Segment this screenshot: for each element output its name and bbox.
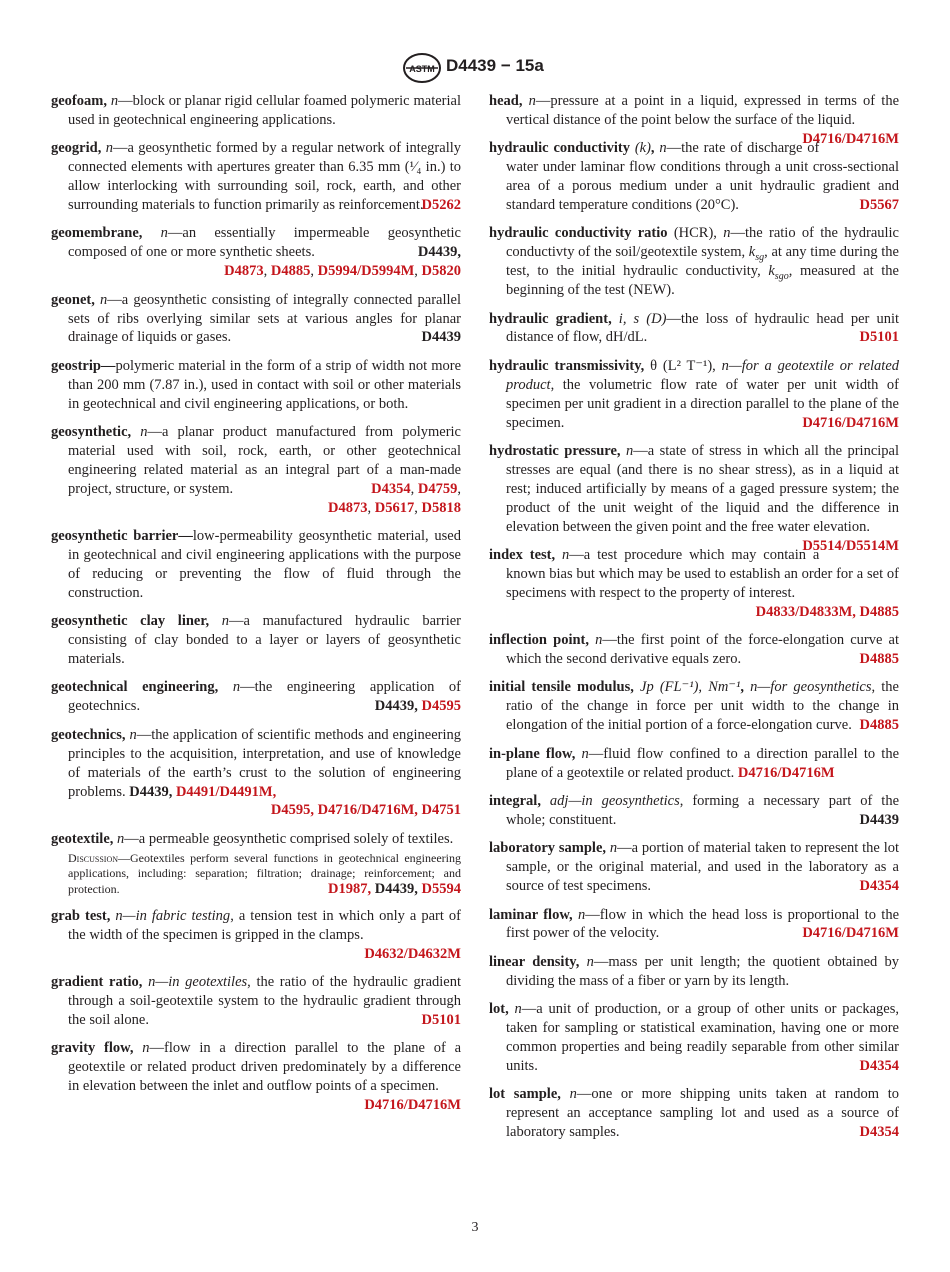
ref-link[interactable]: D4885 [270,263,311,280]
entry-geofoam: geofoam, n—block or planar rigid cellular foamed polymeric material used in geotechnical engineering applications. [51,93,461,128]
left-column [51,92,461,1115]
right-column [489,92,899,1152]
ref-link[interactable]: D5101 [859,329,899,346]
entry-gcl: geosynthetic clay liner, n—a manufactured hydraulic barrier consisting of clay bonded to a layer or layers of geosynthetic materials. [51,613,461,668]
ref-link[interactable]: D4873 [224,263,264,280]
entry-geosynthetic: geosynthetic, n—a planar product manufactured from polymeric material used with soil, rock, earth, or other geotechnical engineering related material as an integral part of a man-made project, structure, or system. D4354, D4759, D4873, D5617, D5818 [51,424,461,516]
entry-grab-test: grab test, n—in fabric testing, a tension test in which only a part of the width of the specimen is gripped in the clamps. D4632/D4632M [51,907,461,962]
entry-geomembrane: geomembrane, n—an essentially impermeable geosynthetic composed of one or more synthetic sheets. D4439, D4873, D4885, D5994/D5994M, D5820 [51,225,461,280]
ref-link[interactable]: D4759 [417,480,458,497]
ref-link[interactable]: D5514/D5514M [802,537,899,554]
page-number: 3 [471,1220,479,1235]
entry-hydrostatic-pressure: hydrostatic pressure, n—a state of stress in which all the principal stresses are equal (and there is no shear stress), as in a liquid at rest; induced artificially by means of a gaged pressure system; the product of the unit weight of the liquid and the difference in elevation between the given point and the free water elevation. D5514/D5514M [489,443,900,554]
ref-link[interactable]: D4354 [371,480,411,497]
ref-link[interactable]: D4354 [859,1124,899,1141]
ref-link[interactable]: D5567 [859,197,899,214]
entry-inflection-point: inflection point, n—the first point of the force-elongation curve at which the second derivative equals zero. D4885 [489,632,900,668]
entry-lot-sample: lot sample, n—one or more shipping units taken at random to represent an acceptance sampling lot and used as a source of laboratory samples. D4354 [489,1086,900,1141]
ref-link[interactable]: D4716/D4716M [802,130,899,147]
ref-link[interactable]: D4716/D4716M [802,414,899,431]
entry-lot: lot, n—a unit of production, or a group of other units or packages, taken for sampling or statistical examination, having one or more common properties and being readily separable from other similar units. D4354 [489,1001,899,1074]
ref-link[interactable]: D4885 [859,603,899,620]
ref-link[interactable]: D4885 [859,651,899,668]
entry-hydraulic-conductivity: hydraulic conductivity (k), n—the rate of discharge of water under laminar flow conditions through a unit cross-sectional area of a porous medium under a unit hydraulic gradient and standard temperature conditions (20°C). D5567 [489,140,899,214]
entry-integral: integral, adj—in geosynthetics, forming a necessary part of the whole; constituent. D4439 [489,793,899,828]
entry-laboratory-sample: laboratory sample, n—a portion of material taken to represent the lot sample, or the original material, and used in the laboratory as a source of test specimens. D4354 [489,840,900,895]
ref-link[interactable]: D5820 [421,263,461,280]
ref-link[interactable]: D4595 [421,698,461,715]
entry-hcr: hydraulic conductivity ratio (HCR), n—the ratio of the hydraulic conductivty of the soil/geotextile system, $k_{sg}$, at any time during the test, to the initial hydraulic conductivity, $k_{sgo}$, measured at the beginning of the test (NEW). [489,225,899,299]
ref-link[interactable]: D4751 [421,802,461,819]
entry-in-plane-flow: in-plane flow, n—fluid flow confined to a direction parallel to the plane of a geotextile or related product. D4716/D4716M [489,745,899,781]
ref-link[interactable]: D4595, [270,802,314,819]
entry-index-test: index test, n—a test procedure which may contain a known bias but which may be used to establish an order for a set of specimens with respect to the property of interest. D4833/D4833M, D4885 [489,547,899,620]
page-header [0,52,950,84]
ref-link[interactable]: D4632/D4632M [364,945,461,962]
entry-geonet: geonet, n—a geosynthetic consisting of integrally connected parallel sets of ribs overlying similar sets at various angles for planar drainage of liquids or gases. D4439 [51,291,462,346]
discussion-note: Discussion—Geotextiles perform several functions in geotechnical engineering applications, including: separation; filtration; drainage; reinforcement; and protection. D1987, D4439, D5594 [68,850,461,897]
entry-gradient-ratio: gradient ratio, n—in geotextiles, the ratio of the hydraulic gradient through a soil-geotextile system to the hydraulic gradient through the soil alone. D5101 [51,973,462,1028]
ref-link[interactable]: D5617 [374,499,415,516]
ref-link[interactable]: D4833/D4833M, [755,603,856,620]
ref-link[interactable]: D4885 [859,717,899,734]
document-designation: D4439 − 15a [446,56,544,75]
ref-link[interactable]: D4491/D4491M, [175,783,277,800]
ref-link[interactable]: D4716/D4716M [364,1096,461,1113]
ref-link[interactable]: D5994/D5994M [317,263,415,280]
ref-link[interactable]: D4716/D4716M [737,764,835,781]
entry-hydraulic-gradient: hydraulic gradient, i, s (D)—the loss of hydraulic head per unit distance of flow, dH/dL. D5101 [489,310,899,346]
entry-geotechnics: geotechnics, n—the application of scientific methods and engineering principles to the acquisition, interpretation, and use of knowledge of materials of the earth’s crust to the solution of engineering problems. D4439, D4491/D4491M, D4595, D4716/D4716M, D4751 [51,726,461,819]
entry-geogrid: geogrid, n—a geosynthetic formed by a regular network of integrally connected elements with apertures greater than 6.35 mm (¹⁄₄ in.) to allow interlocking with surrounding soil, rock, earth, and other surrounding materials to function primarily as reinforcement. D5262 [51,140,462,214]
ref-link[interactable]: D1987, [328,880,372,897]
ref-link[interactable]: D5818 [421,499,461,516]
ref-link[interactable]: D4354 [859,1057,899,1074]
ref-link[interactable]: D4716/D4716M, [317,802,418,819]
astm-logo-icon [402,52,442,84]
entry-geotextile: geotextile, n—a permeable geosynthetic comprised solely of textiles. Discussion—Geotextiles perform several functions in geotechnical engineering applications, including: separation; filtration; drainage; reinforcement; and protection. D1987, D4439, D5594 [51,830,461,897]
ref-link[interactable]: D5262 [421,197,461,214]
svg-text:ASTM: ASTM [409,64,435,74]
entry-initial-tensile-modulus: initial tensile modulus, Jp (FL⁻¹), Nm⁻¹, n—for geosynthetics, the ratio of the change in force per unit width to the change in elongation of the initial portion of a force-elongation curve. D4885 [489,679,899,734]
entry-laminar-flow: laminar flow, n—flow in which the head loss is proportional to the first power of the velocity. D4716/D4716M [489,906,900,942]
entry-head: head, n—pressure at a point in a liquid, expressed in terms of the vertical distance of the point below the surface of the liquid. D4716/D4716M [489,93,900,147]
ref-link[interactable]: D5101 [421,1011,461,1028]
entry-geostrip: geostrip—polymeric material in the form of a strip of width not more than 200 mm (7.87 in.), used in contact with soil or other materials in geotechnical and civil engineering applications, or both. [51,357,461,412]
entry-geotechnical-engineering: geotechnical engineering, n—the engineering application of geotechnics. D4439, D4595 [51,679,461,715]
entry-linear-density: linear density, n—mass per unit length; the quotient obtained by dividing the mass of a fiber or yarn by its length. [489,953,899,989]
ref-link[interactable]: D4716/D4716M [802,925,899,942]
ref-link[interactable]: D5594 [421,880,461,897]
ref-link[interactable]: D4873 [328,499,368,516]
entry-geosynthetic-barrier: geosynthetic barrier—low-permeability geosynthetic material, used in geotechnical and civil engineering applications with the purpose of reducing or preventing the flow of fluid through the construction. [51,528,461,601]
ref-link[interactable]: D4354 [859,878,899,895]
entry-hydraulic-transmissivity: hydraulic transmissivity, θ (L² T⁻¹), n—for a geotextile or related product, the volumetric flow rate of water per unit width of specimen per unit gradient in a direction parallel to the plane of the specimen. D4716/D4716M [489,357,900,431]
entry-gravity-flow: gravity flow, n—flow in a direction parallel to the plane of a geotextile or related product driven predominately by a difference in elevation between the inlet and outflow points of a specimen. D4716/D4716M [51,1040,462,1113]
